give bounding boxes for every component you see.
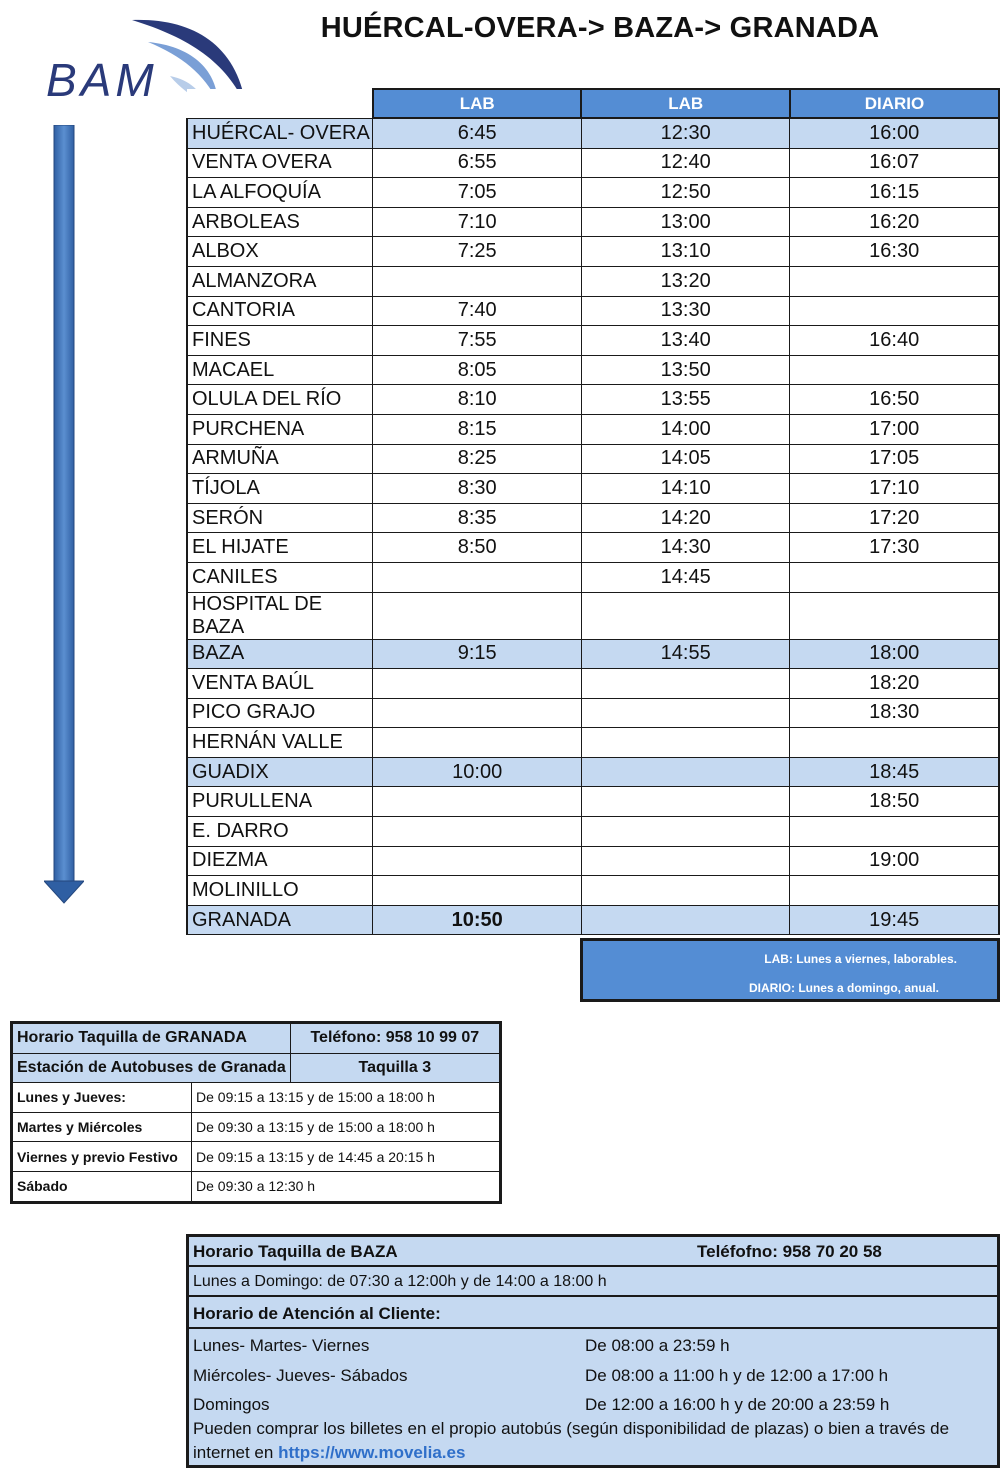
timetable-row (187, 296, 999, 326)
time-lab-2: 14:55 (581, 639, 789, 669)
stop-name: ARBOLEAS (187, 207, 373, 237)
time-lab-2 (581, 728, 789, 758)
time-diario: 17:10 (790, 474, 999, 504)
time-diario (790, 266, 999, 296)
service-days: Domingos (193, 1395, 270, 1414)
stop-name: DIEZMA (187, 846, 373, 876)
time-lab-1: 8:30 (373, 474, 581, 504)
timetable-row (187, 592, 999, 639)
timetable-row (187, 905, 999, 935)
time-lab-2 (581, 757, 789, 787)
granada-day: Martes y Miércoles (12, 1112, 192, 1142)
stop-name: ARMUÑA (187, 444, 373, 474)
header-corner (187, 89, 373, 118)
time-diario: 19:45 (790, 905, 999, 935)
time-lab-1 (373, 787, 581, 817)
stop-name: MACAEL (187, 355, 373, 385)
column-header: DIARIO (790, 89, 999, 118)
time-lab-1 (373, 817, 581, 847)
baza-office-phone: Teléfofno: 958 70 20 58 (697, 1242, 882, 1261)
granada-window: Taquilla 3 (290, 1053, 500, 1083)
granada-hours-row (12, 1142, 501, 1172)
granada-office-header (12, 1023, 501, 1054)
time-lab-2: 14:30 (581, 533, 789, 563)
timetable-row (187, 444, 999, 474)
timetable-row (187, 266, 999, 296)
time-lab-2: 14:20 (581, 503, 789, 533)
time-lab-1 (373, 876, 581, 906)
time-lab-1: 10:50 (373, 905, 581, 935)
legend-box (580, 938, 1000, 1002)
time-lab-1: 8:15 (373, 414, 581, 444)
time-diario (790, 355, 999, 385)
stop-name: GUADIX (187, 757, 373, 787)
time-lab-1: 8:25 (373, 444, 581, 474)
time-diario: 18:00 (790, 639, 999, 669)
stop-name: BAZA (187, 639, 373, 669)
granada-day: Lunes y Jueves: (12, 1083, 192, 1113)
stop-name: HERNÁN VALLE (187, 728, 373, 758)
time-diario (790, 562, 999, 592)
time-diario: 16:20 (790, 207, 999, 237)
granada-day: Sábado (12, 1171, 192, 1202)
time-lab-2 (581, 698, 789, 728)
time-lab-2: 13:20 (581, 266, 789, 296)
time-lab-2: 13:55 (581, 385, 789, 415)
timetable-row (187, 207, 999, 237)
granada-hours: De 09:30 a 13:15 y de 15:00 a 18:00 h (192, 1112, 501, 1142)
time-diario: 18:50 (790, 787, 999, 817)
time-lab-1 (373, 728, 581, 758)
time-lab-1: 7:40 (373, 296, 581, 326)
time-diario: 16:30 (790, 237, 999, 267)
service-days: Miércoles- Jueves- Sábados (193, 1366, 408, 1385)
time-diario: 18:20 (790, 669, 999, 699)
stop-name: CANTORIA (187, 296, 373, 326)
direction-arrow-icon (44, 125, 84, 905)
time-diario (790, 728, 999, 758)
stop-name: PICO GRAJO (187, 698, 373, 728)
stop-name: E. DARRO (187, 817, 373, 847)
time-lab-1 (373, 846, 581, 876)
time-diario: 16:40 (790, 326, 999, 356)
granada-office-title: Horario Taquilla de GRANADA (12, 1023, 291, 1054)
time-lab-1 (373, 669, 581, 699)
stop-name: LA ALFOQUÍA (187, 178, 373, 208)
time-lab-1: 7:10 (373, 207, 581, 237)
time-diario: 17:30 (790, 533, 999, 563)
time-lab-1 (373, 266, 581, 296)
stop-name: EL HIJATE (187, 533, 373, 563)
time-diario: 19:00 (790, 846, 999, 876)
time-lab-1: 6:55 (373, 148, 581, 178)
timetable-row (187, 728, 999, 758)
time-lab-2: 12:40 (581, 148, 789, 178)
timetable-row (187, 876, 999, 906)
service-title: Horario de Atención al Cliente: (193, 1304, 441, 1323)
service-hours: De 08:00 a 23:59 h (585, 1336, 730, 1355)
time-diario (790, 296, 999, 326)
granada-hours: De 09:15 a 13:15 y de 15:00 a 18:00 h (192, 1083, 501, 1113)
time-diario: 18:45 (790, 757, 999, 787)
time-lab-1: 7:55 (373, 326, 581, 356)
time-lab-2 (581, 817, 789, 847)
time-diario: 18:30 (790, 698, 999, 728)
time-lab-2: 14:00 (581, 414, 789, 444)
timetable-row (187, 562, 999, 592)
time-diario: 16:00 (790, 118, 999, 148)
stop-name: ALMANZORA (187, 266, 373, 296)
stop-name: VENTA OVERA (187, 148, 373, 178)
legend-diario: DIARIO: Lunes a domingo, anual. (748, 981, 939, 995)
stop-name: HOSPITAL DE BAZA (187, 592, 373, 639)
granada-office-table (10, 1021, 502, 1204)
timetable-row (187, 385, 999, 415)
time-lab-1: 6:45 (373, 118, 581, 148)
timetable-row (187, 639, 999, 669)
stop-name: FINES (187, 326, 373, 356)
timetable-row (187, 787, 999, 817)
column-header: LAB (581, 89, 789, 118)
timetable-row (187, 474, 999, 504)
time-lab-2 (581, 669, 789, 699)
granada-hours-row (12, 1083, 501, 1113)
baza-office-hours: Lunes a Domingo: de 07:30 a 12:00h y de 14:00 a 18:00 h (193, 1273, 607, 1290)
time-lab-2: 13:50 (581, 355, 789, 385)
service-days: Lunes- Martes- Viernes (193, 1336, 370, 1355)
stop-name: PURCHENA (187, 414, 373, 444)
time-lab-2 (581, 876, 789, 906)
time-lab-2: 14:10 (581, 474, 789, 504)
stop-name: VENTA BAÚL (187, 669, 373, 699)
timetable-row (187, 669, 999, 699)
timetable-row (187, 698, 999, 728)
purchase-note: Pueden comprar los billetes en el propio autobús (según disponibilidad de plazas) o bien a través de (193, 1419, 950, 1438)
time-diario: 17:05 (790, 444, 999, 474)
timetable-row (187, 817, 999, 847)
column-header: LAB (373, 89, 581, 118)
movelia-link[interactable]: https://www.movelia.es (278, 1443, 466, 1462)
legend-lab: LAB: Lunes a viernes, laborables. (764, 952, 957, 966)
time-lab-2: 13:00 (581, 207, 789, 237)
time-diario (790, 592, 999, 639)
timetable-row (187, 355, 999, 385)
time-lab-2 (581, 846, 789, 876)
granada-office-phone: Teléfono: 958 10 99 07 (290, 1023, 500, 1054)
baza-office-box (186, 1234, 1000, 1468)
time-lab-2: 14:05 (581, 444, 789, 474)
stop-name: CANILES (187, 562, 373, 592)
stop-name: MOLINILLO (187, 876, 373, 906)
time-lab-2 (581, 905, 789, 935)
timetable-row (187, 414, 999, 444)
stop-name: HUÉRCAL- OVERA (187, 118, 373, 148)
timetable-row (187, 326, 999, 356)
purchase-note-line2 (193, 1443, 465, 1463)
time-lab-2: 12:30 (581, 118, 789, 148)
baza-office-title: Horario Taquilla de BAZA (193, 1242, 398, 1261)
time-diario: 16:07 (790, 148, 999, 178)
stop-name: PURULLENA (187, 787, 373, 817)
time-diario: 16:50 (790, 385, 999, 415)
timetable-row (187, 118, 999, 148)
time-lab-2: 12:50 (581, 178, 789, 208)
timetable-row (187, 148, 999, 178)
time-lab-2: 13:10 (581, 237, 789, 267)
timetable-header (187, 89, 999, 118)
time-lab-2 (581, 787, 789, 817)
time-lab-1: 8:50 (373, 533, 581, 563)
granada-hours: De 09:30 a 12:30 h (192, 1171, 501, 1202)
granada-hours-row (12, 1171, 501, 1202)
timetable-row (187, 237, 999, 267)
page-title: HUÉRCAL-OVERA-> BAZA-> GRANADA (320, 12, 880, 44)
time-lab-2: 13:30 (581, 296, 789, 326)
timetable-row (187, 846, 999, 876)
service-hours: De 12:00 a 16:00 h y de 20:00 a 23:59 h (585, 1395, 890, 1414)
time-diario: 17:20 (790, 503, 999, 533)
time-lab-1 (373, 698, 581, 728)
time-lab-1: 8:35 (373, 503, 581, 533)
time-lab-1 (373, 592, 581, 639)
timetable (186, 88, 1000, 935)
time-lab-1: 8:10 (373, 385, 581, 415)
stop-name: ALBOX (187, 237, 373, 267)
service-hours: De 08:00 a 11:00 h y de 12:00 a 17:00 h (585, 1366, 889, 1385)
time-diario (790, 876, 999, 906)
granada-station-row (12, 1053, 501, 1083)
stop-name: SERÓN (187, 503, 373, 533)
logo-text: BAM (46, 54, 158, 106)
time-lab-1: 10:00 (373, 757, 581, 787)
granada-station: Estación de Autobuses de Granada (12, 1053, 291, 1083)
granada-hours-row (12, 1112, 501, 1142)
time-lab-2 (581, 592, 789, 639)
time-lab-1: 7:25 (373, 237, 581, 267)
time-diario: 16:15 (790, 178, 999, 208)
time-lab-2: 14:45 (581, 562, 789, 592)
time-lab-1: 9:15 (373, 639, 581, 669)
time-lab-1: 7:05 (373, 178, 581, 208)
stop-name: TÍJOLA (187, 474, 373, 504)
timetable-row (187, 757, 999, 787)
time-lab-1: 8:05 (373, 355, 581, 385)
time-diario: 17:00 (790, 414, 999, 444)
timetable-row (187, 533, 999, 563)
granada-day: Viernes y previo Festivo (12, 1142, 192, 1172)
timetable-row (187, 178, 999, 208)
stop-name: OLULA DEL RÍO (187, 385, 373, 415)
stop-name: GRANADA (187, 905, 373, 935)
time-diario (790, 817, 999, 847)
time-lab-1 (373, 562, 581, 592)
granada-hours: De 09:15 a 13:15 y de 14:45 a 20:15 h (192, 1142, 501, 1172)
timetable-row (187, 503, 999, 533)
time-lab-2: 13:40 (581, 326, 789, 356)
purchase-note-prefix: internet en (193, 1443, 279, 1462)
